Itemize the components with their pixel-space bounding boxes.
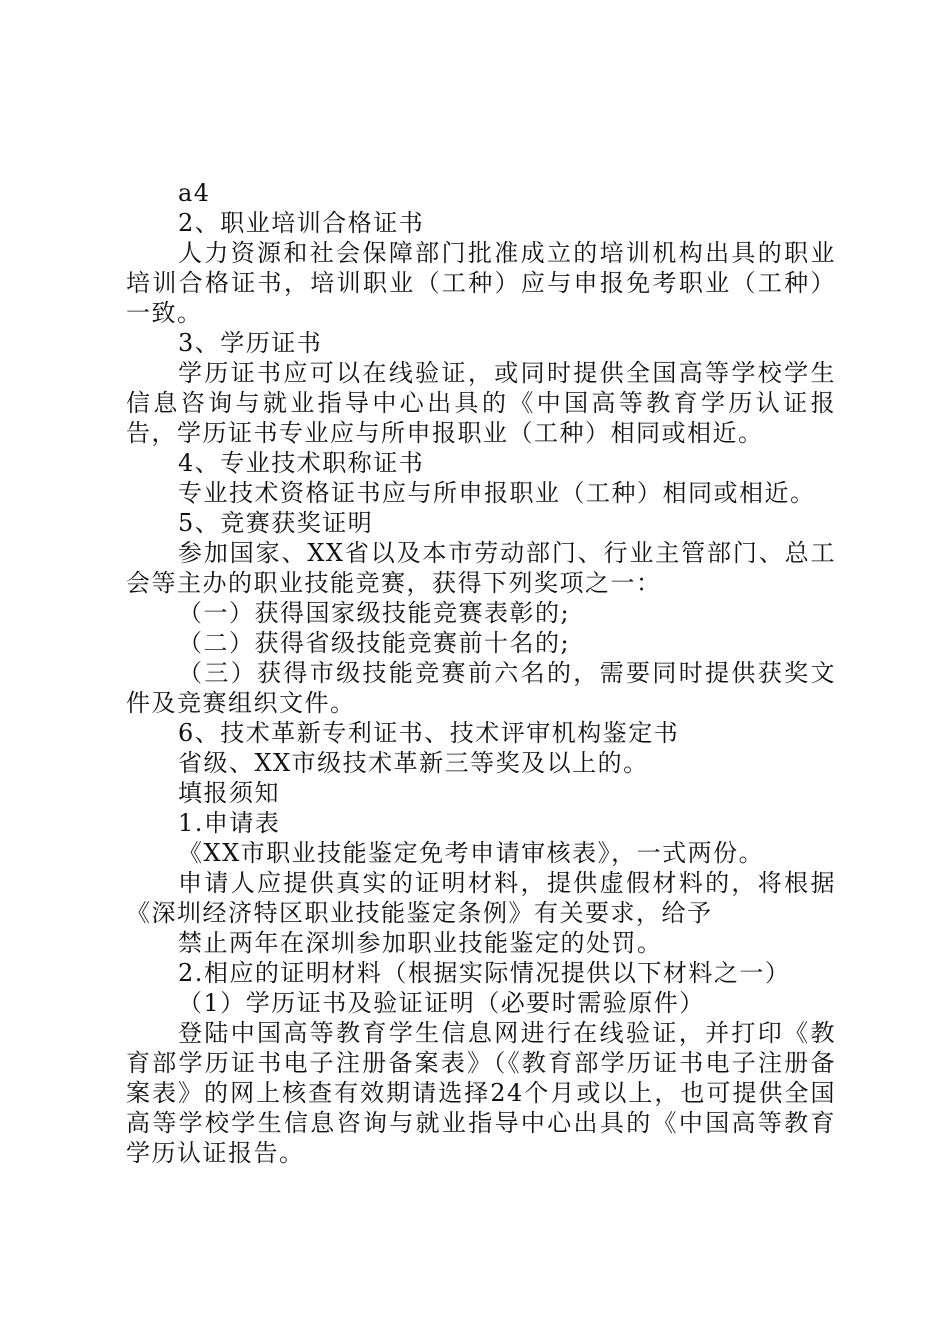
paragraph: 禁止两年在深圳参加职业技能鉴定的处罚。 xyxy=(178,929,663,957)
list-item: （三）获得市级技能竞赛前六名的，需要同时提供获奖文件及竞赛组织文件。 xyxy=(126,659,836,717)
paragraph: 登陆中国高等教育学生信息网进行在线验证，并打印《教育部学历证书电子注册备案表》（《教育部学历证书电子注册备案表》的网上核查有效期请选择24个月或以上，也可提供全国高等学校学生信息咨询与就业指导中心出具的《中国高等教育学历认证报告。 xyxy=(126,1019,836,1167)
section-heading: 填报须知 xyxy=(178,779,280,807)
paragraph: 参加国家、XX省以及本市劳动部门、行业主管部门、总工会等主办的职业技能竞赛，获得下列奖项之一： xyxy=(126,539,836,597)
list-item: （二）获得省级技能竞赛前十名的; xyxy=(178,629,571,657)
paragraph: 申请人应提供真实的证明材料，提供虚假材料的，将根据《深圳经济特区职业技能鉴定条例》有关要求，给予 xyxy=(126,869,836,927)
paragraph: 省级、XX市级技术革新三等奖及以上的。 xyxy=(178,749,649,777)
list-item: （1）学历证书及验证证明（必要时需验原件） xyxy=(178,989,705,1017)
section-heading: 2、职业培训合格证书 xyxy=(178,209,425,237)
section-heading: 1.申请表 xyxy=(178,809,281,837)
paragraph: 学历证书应可以在线验证，或同时提供全国高等学校学生信息咨询与就业指导中心出具的《中国高等教育学历认证报告，学历证书专业应与所申报职业（工种）相同或相近。 xyxy=(126,359,836,447)
section-heading: 5、竞赛获奖证明 xyxy=(178,509,374,537)
document-body xyxy=(126,178,836,1168)
paragraph: 《XX市职业技能鉴定免考申请审核表》，一式两份。 xyxy=(178,839,765,867)
section-heading: 2.相应的证明材料（根据实际情况提供以下材料之一） xyxy=(178,959,791,987)
section-heading: 6、技术革新专利证书、技术评审机构鉴定书 xyxy=(178,719,680,747)
paragraph: 专业技术资格证书应与所申报职业（工种）相同或相近。 xyxy=(178,479,816,507)
section-heading: 4、专业技术职称证书 xyxy=(178,449,425,477)
paragraph: 人力资源和社会保障部门批准成立的培训机构出具的职业培训合格证书，培训职业（工种）应与申报免考职业（工种）一致。 xyxy=(126,239,836,327)
section-heading: 3、学历证书 xyxy=(178,329,323,357)
text-line: a4 xyxy=(178,179,211,207)
list-item: （一）获得国家级技能竞赛表彰的; xyxy=(178,599,571,627)
